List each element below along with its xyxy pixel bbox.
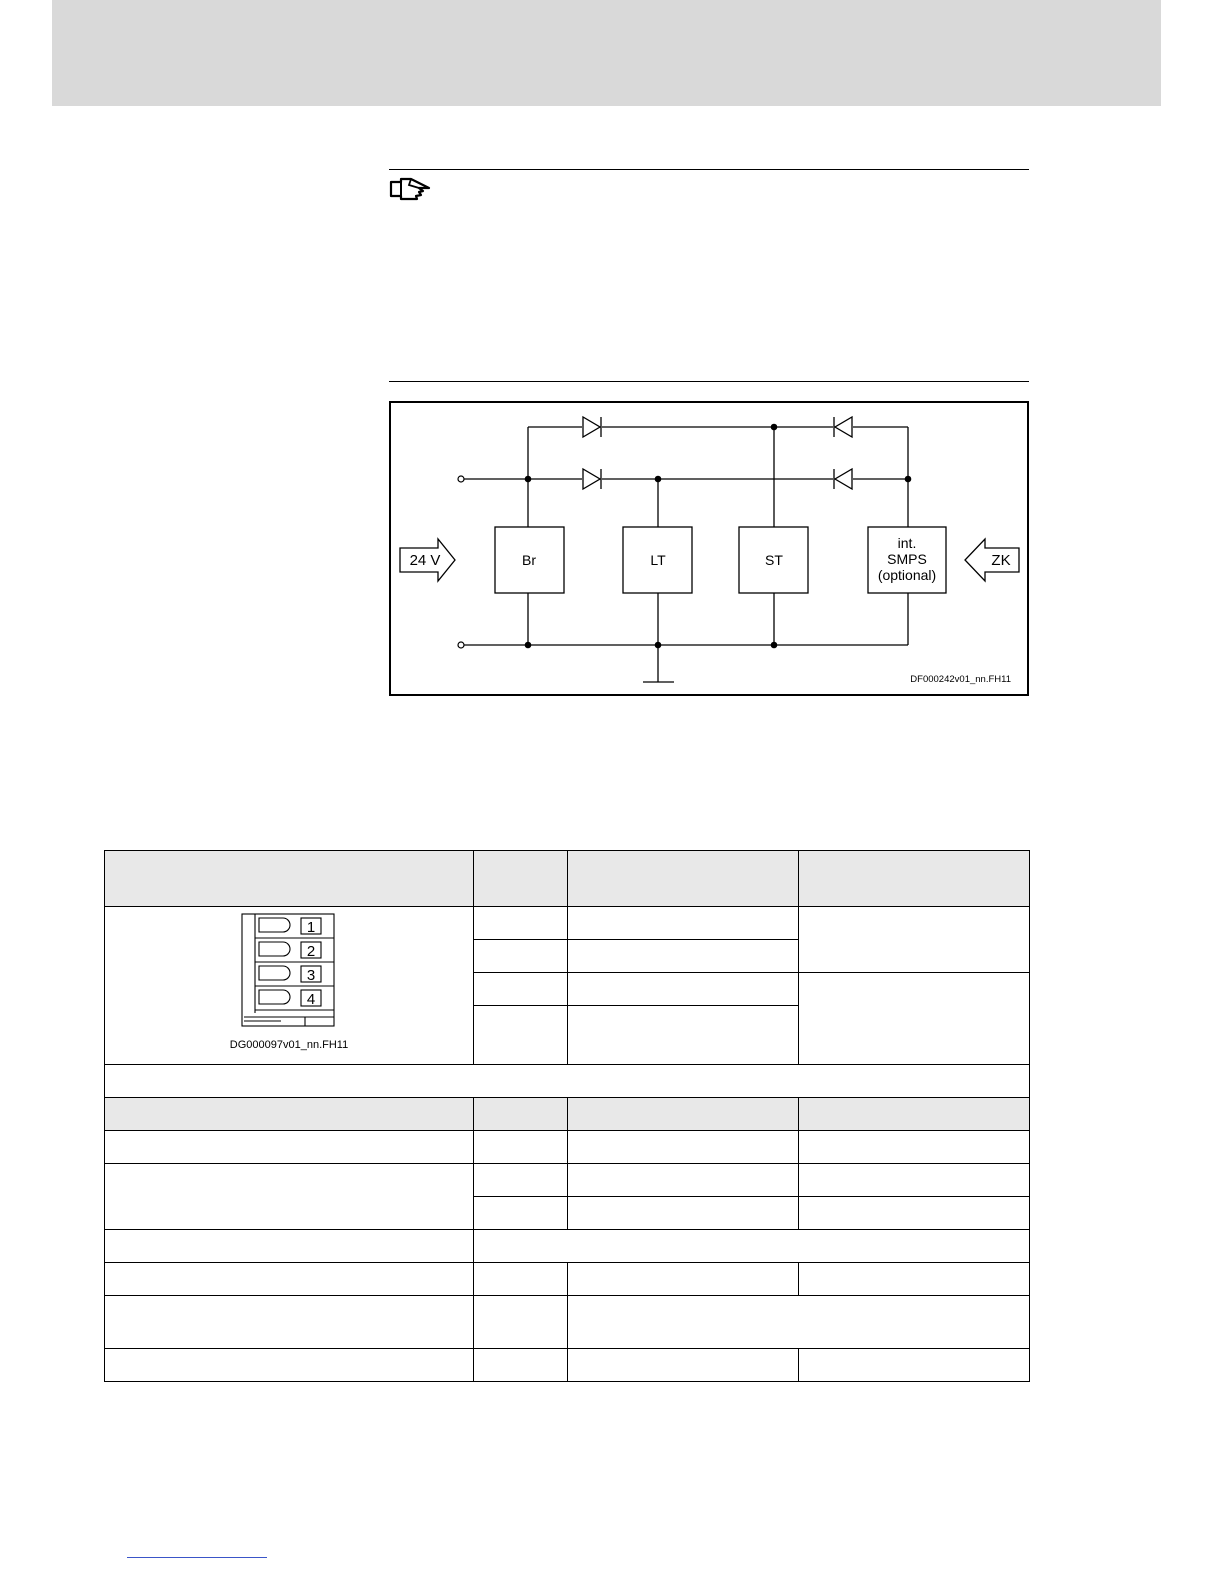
table-header-cell [568, 851, 799, 907]
table-cell [568, 1263, 799, 1296]
connector-icon [241, 913, 337, 1029]
footer-link-underline[interactable] [127, 1557, 267, 1558]
table-cell [568, 1131, 799, 1164]
diode-icon [583, 417, 601, 489]
page-header-band [52, 0, 1161, 106]
table-cell [568, 1197, 799, 1230]
table-cell [474, 973, 568, 1006]
pin-number-2: 2 [306, 943, 316, 960]
diagram-figure-id: DF000242v01_nn.FH11 [910, 674, 1011, 685]
table-cell [799, 1349, 1030, 1382]
table-header-row [105, 851, 1030, 907]
table-row [105, 1230, 1030, 1263]
table-cell [105, 1098, 474, 1131]
connector-figure-id: DG000097v01_nn.FH11 [229, 1039, 349, 1051]
table-cell [474, 1263, 568, 1296]
table-row [105, 1296, 1030, 1349]
table-cell [799, 907, 1030, 973]
box-label-lt: LT [650, 552, 666, 568]
table-cell [568, 940, 799, 973]
table-cell [568, 973, 799, 1006]
table-cell [105, 1230, 474, 1263]
table-cell [105, 1065, 1030, 1098]
table-cell [568, 1164, 799, 1197]
table-cell [568, 907, 799, 940]
table-cell [799, 1197, 1030, 1230]
box-label-br: Br [522, 552, 536, 568]
pointing-hand-icon [389, 176, 431, 202]
box-label-smps-line1: int. [897, 535, 917, 551]
table-cell [474, 1098, 568, 1131]
table-cell [105, 1263, 474, 1296]
connector-pin-table [104, 850, 1030, 1382]
note-top-rule [389, 169, 1029, 170]
table-cell [474, 907, 568, 940]
table-cell [799, 1098, 1030, 1131]
table-cell [474, 940, 568, 973]
table-subheader-row [105, 1098, 1030, 1131]
pin-number-3: 3 [306, 967, 316, 984]
table-section-row [105, 1065, 1030, 1098]
table-row [105, 1131, 1030, 1164]
table-cell [799, 1164, 1030, 1197]
table-cell [799, 973, 1030, 1065]
table-cell [799, 1263, 1030, 1296]
table-row [105, 907, 1030, 940]
table-row [105, 1263, 1030, 1296]
terminal-icon [458, 476, 464, 648]
table-cell [105, 1164, 474, 1230]
table-cell [105, 1131, 474, 1164]
table-cell [474, 1349, 568, 1382]
arrow-label-zk: ZK [991, 552, 1011, 569]
table-cell [568, 1098, 799, 1131]
box-label-smps-line2: SMPS [887, 551, 927, 567]
table-cell [474, 1006, 568, 1065]
table-cell [568, 1349, 799, 1382]
pin-number-1: 1 [306, 919, 316, 936]
table-header-cell [474, 851, 568, 907]
table-cell [105, 1296, 474, 1349]
table-cell [474, 1164, 568, 1197]
table-row [105, 1164, 1030, 1197]
box-label-st: ST [765, 552, 783, 568]
table-row [105, 1349, 1030, 1382]
pin-number-4: 4 [306, 991, 316, 1008]
power-supply-block-diagram [389, 401, 1029, 696]
box-label-smps-line3: (optional) [877, 567, 937, 583]
table-cell [474, 1296, 568, 1349]
table-header-cell [105, 851, 474, 907]
table-cell [105, 1349, 474, 1382]
diode-icon [834, 417, 852, 489]
table-cell [568, 1296, 1030, 1349]
table-cell [799, 1131, 1030, 1164]
connector-cell [105, 907, 474, 1065]
table-cell [474, 1197, 568, 1230]
table-cell [474, 1131, 568, 1164]
table-cell [474, 1230, 1030, 1263]
arrow-label-24v: 24 V [409, 552, 441, 569]
table-cell [568, 1006, 799, 1065]
table-header-cell [799, 851, 1030, 907]
note-bottom-rule [389, 381, 1029, 382]
